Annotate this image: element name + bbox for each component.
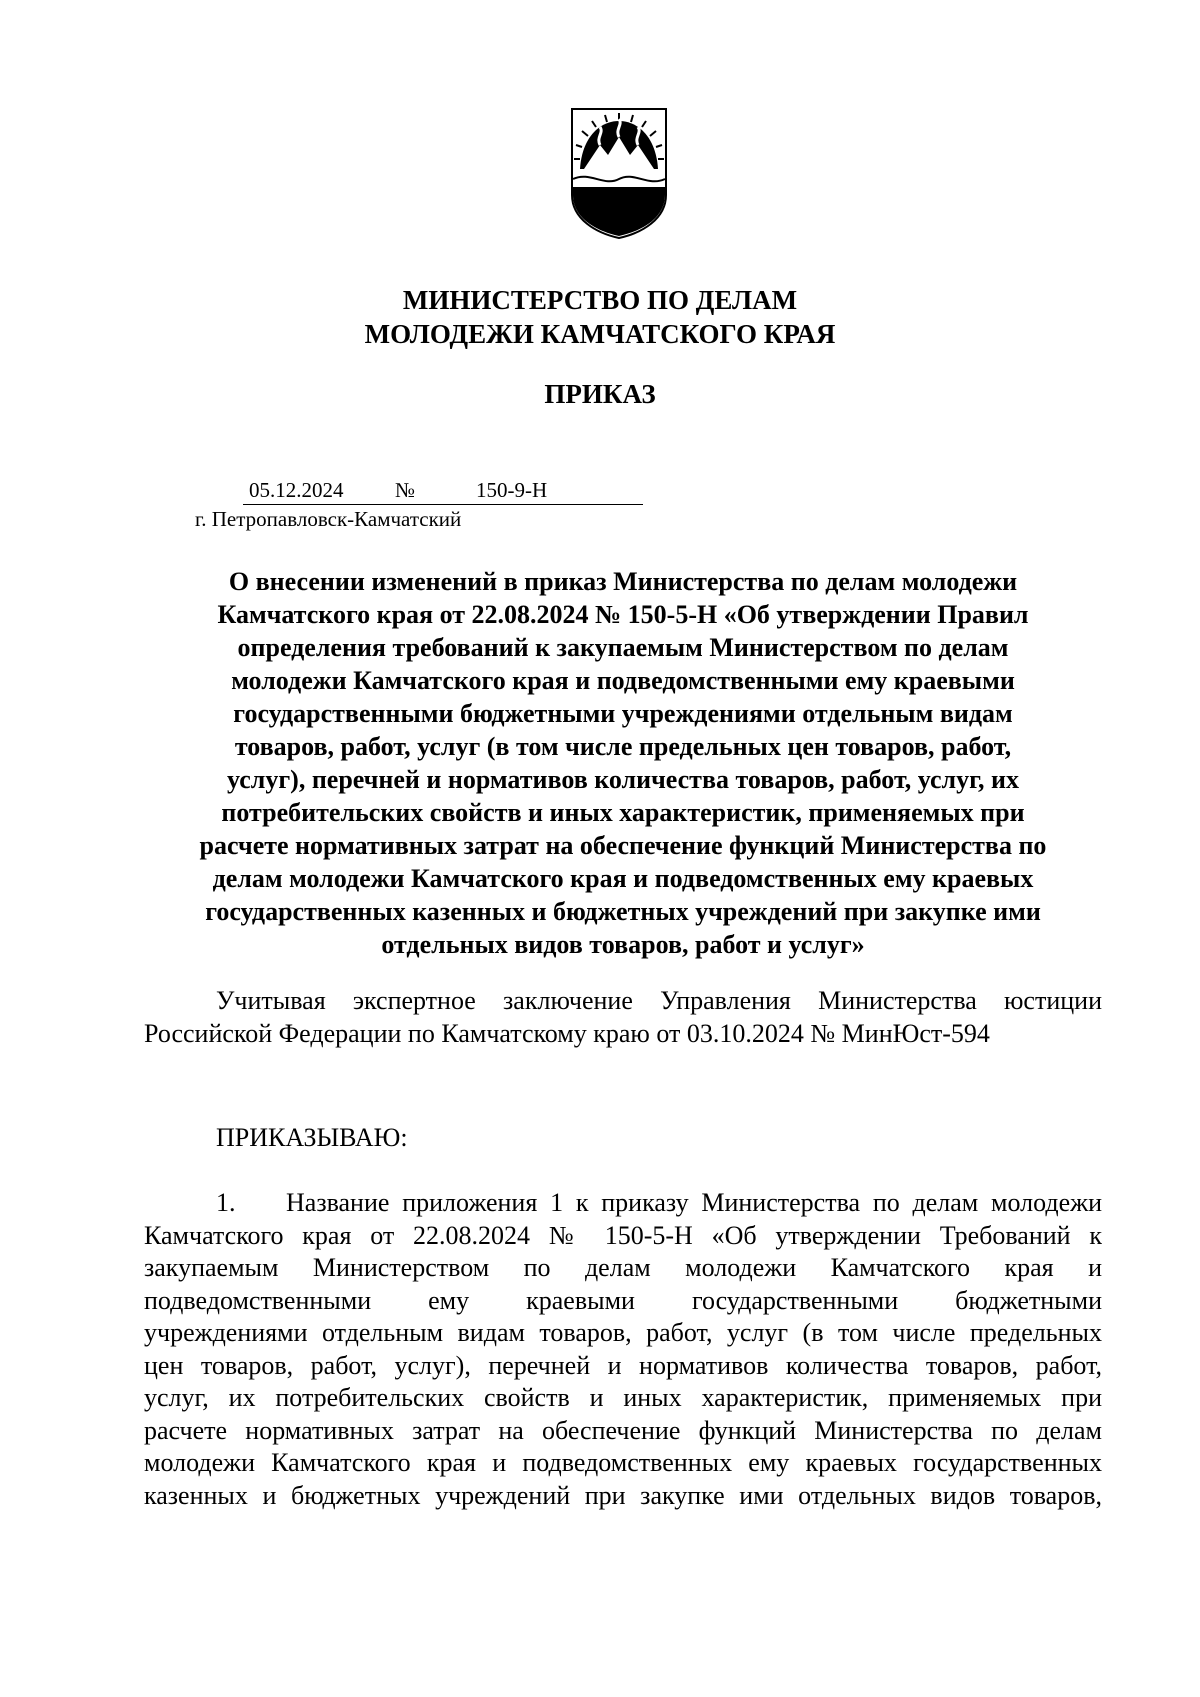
order-item-line: казенных и бюджетных учреждений при закупке ими отдельных видов товаров, [144, 1480, 1102, 1510]
document-city: г. Петропавловск-Камчатский [195, 507, 462, 531]
ministry-name-line-1: МИНИСТЕРСТВО ПО ДЕЛАМ [402, 285, 798, 315]
subject-line: потребительских свойств и иных характеристик, применяемых при [221, 798, 1025, 827]
ministry-name [0, 283, 1200, 351]
document-details-row [243, 476, 643, 505]
order-item-line: подведомственными ему краевыми государственными бюджетными [144, 1285, 1102, 1315]
subject-line: товаров, работ, услуг (в том числе предельных цен товаров, работ, [234, 732, 1012, 761]
ministry-name-line-2: МОЛОДЕЖИ КАМЧАТСКОГО КРАЯ [364, 319, 836, 349]
subject-line: государственных казенных и бюджетных учреждений при закупке ими [205, 897, 1041, 926]
document-subject [144, 565, 1102, 961]
subject-line: делам молодежи Камчатского края и подведомственных ему краевых [212, 864, 1034, 893]
order-item-line: Камчатского края от 22.08.2024 № 150-5-Н «Об утверждении Требований к [144, 1220, 1102, 1250]
order-item-line: учреждениями отдельным видам товаров, работ, услуг (в том числе предельных [144, 1318, 1102, 1347]
order-directive: ПРИКАЗЫВАЮ: [216, 1123, 408, 1152]
preamble-line: Российской Федерации по Камчатскому краю от 03.10.2024 № МинЮст-594 [144, 1018, 990, 1048]
subject-line: Камчатского края от 22.08.2024 № 150-5-Н «Об утверждении Правил [217, 600, 1029, 629]
preamble-paragraph [144, 985, 1102, 1050]
subject-line: услуг), перечней и нормативов количества товаров, работ, услуг, их [227, 765, 1019, 794]
document-date: 05.12.2024 [249, 478, 344, 502]
subject-line: государственными бюджетными учреждениями отдельным видам [233, 699, 1013, 728]
order-item-line: услуг, их потребительских свойств и иных характеристик, применяемых при [144, 1383, 1102, 1412]
order-item-line: цен товаров, работ, услуг), перечней и нормативов количества товаров, работ, [144, 1350, 1102, 1380]
subject-line: расчете нормативных затрат на обеспечение функций Министерства по [199, 831, 1047, 860]
subject-line: отдельных видов товаров, работ и услуг» [381, 930, 865, 959]
order-item-first-line [144, 1187, 1102, 1220]
kamchatka-coat-of-arms-icon [570, 107, 668, 239]
document-number: 150-9-Н [476, 478, 548, 502]
order-item-line: Название приложения 1 к приказу Министерства по делам молодежи [286, 1188, 1102, 1217]
subject-line: определения требований к закупаемым Министерством по делам [237, 633, 1009, 662]
subject-line: молодежи Камчатского края и подведомственными ему краевыми [231, 666, 1015, 695]
order-item-line: молодежи Камчатского края и подведомственных ему краевых государственных [144, 1448, 1102, 1477]
order-item-number: 1. [216, 1188, 236, 1217]
preamble-line: Учитывая экспертное заключение Управления Министерства юстиции [216, 986, 1102, 1015]
document-type: ПРИКАЗ [544, 379, 656, 409]
order-item-line: закупаемым Министерством по делам молодежи Камчатского края и [144, 1253, 1102, 1282]
subject-line: О внесении изменений в приказ Министерства по делам молодежи [228, 567, 1018, 596]
order-item-line: расчете нормативных затрат на обеспечение функций Министерства по делам [144, 1415, 1102, 1445]
order-item-1 [144, 1187, 1102, 1512]
document-number-sign: № [395, 478, 416, 502]
